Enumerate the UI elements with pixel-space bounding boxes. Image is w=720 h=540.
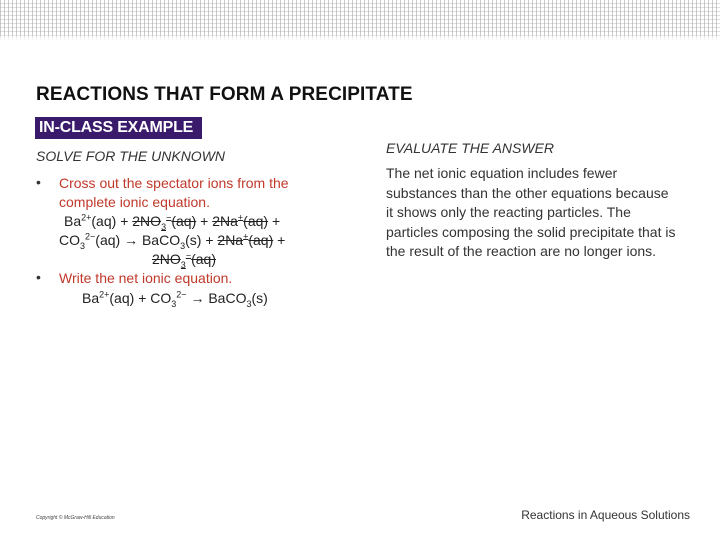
copyright-note: Copyright © McGraw-Hill Education — [36, 515, 115, 521]
slide-title: REACTIONS THAT FORM A PRECIPITATE — [36, 84, 413, 105]
in-class-example-badge: IN-CLASS EXAMPLE — [35, 117, 202, 139]
bullet-marker: • — [36, 269, 41, 285]
evaluate-heading: EVALUATE THE ANSWER — [386, 140, 555, 156]
evaluate-body: The net ionic equation includes fewer substances than the other equations because it shows only the reacting particles. The particles composing the solid precipitate that is the result of the reaction are no longer ions. — [386, 165, 676, 259]
equation-line-1: $Ba^{2+}(aq) + 2NO_3^-(aq) + 2Na^+(aq)$ + — [64, 212, 281, 232]
net-ionic-equation: $Ba^{2+}(aq) + CO_3^{2-}$ → BaCO$_3$(s) — [82, 289, 268, 309]
spectator-nitrate-product: $2NO_3^-(aq)$ — [152, 250, 216, 270]
spectator-sodium: 2Na+(aq) — [212, 212, 269, 229]
footer-topic: Reactions in Aqueous Solutions — [521, 508, 690, 522]
spectator-sodium-product: 2Na+(aq) — [217, 231, 274, 248]
equation-line-2: $CO_3^{2-}(aq)$ → BaCO$_3$(s) + 2Na+(aq) + — [59, 231, 286, 251]
spectator-nitrate: $2NO_3^-(aq)$ — [132, 212, 197, 232]
bullet-net-ionic: Write the net ionic equation. — [59, 270, 233, 286]
bullet-marker: • — [36, 174, 41, 190]
decorative-top-band — [0, 0, 720, 40]
bullet-cross-out-line2: complete ionic equation. — [59, 194, 210, 210]
bullet-cross-out-line1: Cross out the spectator ions from the — [59, 175, 289, 191]
equation-line-3 — [152, 250, 216, 269]
solve-heading: SOLVE FOR THE UNKNOWN — [36, 148, 226, 164]
